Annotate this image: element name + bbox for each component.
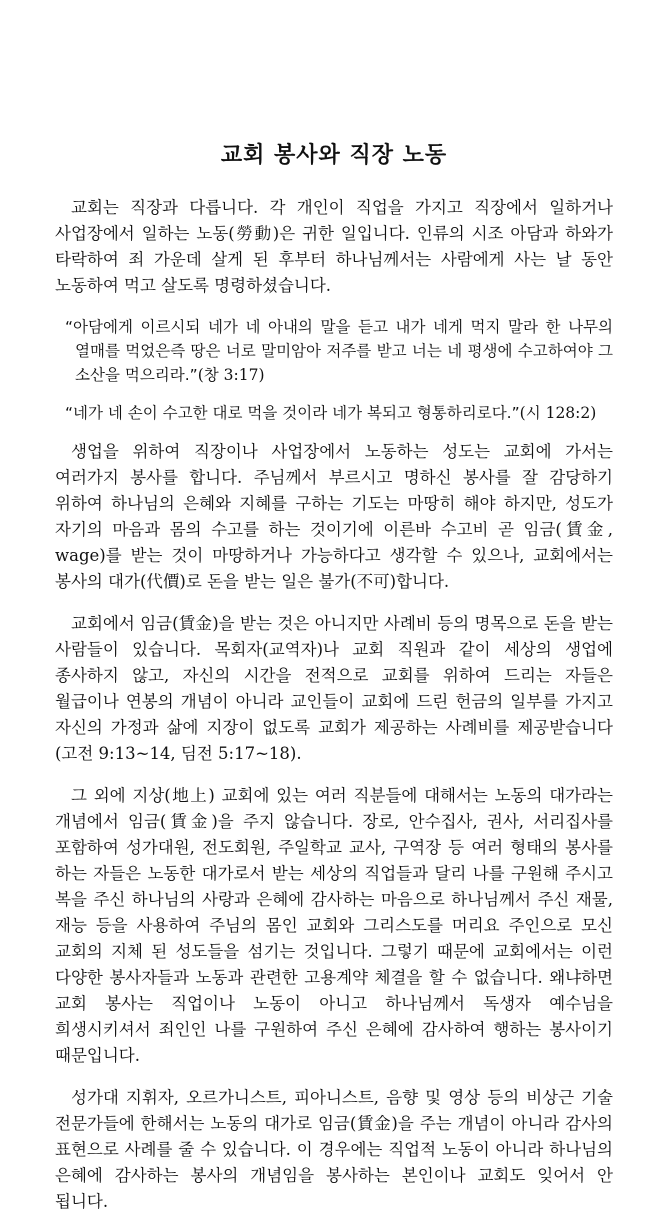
scripture-quote-genesis xyxy=(65,315,613,387)
document-title: 교회 봉사와 직장 노동 xyxy=(220,143,448,168)
paragraph-honorarium: 교회에서 임금(賃金)을 받는 것은 아니지만 사례비 등의 명목으로 돈을 받는 사람들이 있습니다. 목회자(교역자)나 교회 직원과 같이 세상의 생업에 종사하지 않고, 자신의 시간을 전적으로 교회를 위하여 드리는 자들은 월급이나 연봉의 개념이 아니라 교인들이 교회에 드린 헌금의 일부를 가지고 자신의 가정과 삶에 지장이 없도록 교회가 제공하는 사례비를 제공받습니다(고전 9:13~14, 딤전 5:17~18). xyxy=(55,614,613,763)
document-page xyxy=(55,138,613,1231)
scripture-reference: (시 128:2) xyxy=(519,404,597,422)
scripture-reference: (창 3:17) xyxy=(197,366,265,384)
scripture-quote-psalm xyxy=(65,401,613,425)
scripture-quote-text: “아담에게 이르시되 네가 네 아내의 말을 듣고 내가 네게 먹지 말라 한 나무의 열매를 먹었은즉 땅은 너로 말미암아 저주를 받고 너는 네 평생에 수고하여야 그 소산을 먹으리라.” xyxy=(65,318,613,384)
scripture-quote-text: “네가 네 손이 수고한 대로 먹을 것이라 네가 복되고 형통하리로다.” xyxy=(65,404,520,422)
paragraph-specialists: 성가대 지휘자, 오르가니스트, 피아니스트, 음향 및 영상 등의 비상근 기술 전문가들에 한해서는 노동의 대가로 임금(賃金)을 주는 개념이 아니라 감사의 표현으로 사례를 줄 수 있습니다. 이 경우에는 직업적 노동이 아니라 하나님의 은혜에 감사하는 봉사의 개념임을 봉사하는 본인이나 교회도 잊어서 안 됩니다. xyxy=(55,1088,613,1211)
paragraph-intro: 교회는 직장과 다릅니다. 각 개인이 직업을 가지고 직장에서 일하거나 사업장에서 일하는 노동(勞動)은 귀한 일입니다. 인류의 시조 아담과 하와가 타락하여 죄 가운데 살게 된 후부터 하나님께서는 사람에게 사는 날 동안 노동하여 먹고 살도록 명령하셨습니다. xyxy=(55,198,613,295)
paragraph-church-offices: 그 외에 지상(地上) 교회에 있는 여러 직분들에 대해서는 노동의 대가라는 개념에서 임금(賃金)을 주지 않습니다. 장로, 안수집사, 권사, 서리집사를 포함하여 성가대원, 전도회원, 주일학교 교사, 구역장 등 여러 형태의 봉사를 하는 자들은 노동한 대가로서 받는 세상의 직업들과 달리 나를 구원해 주시고 복을 주신 하나님의 사랑과 은혜에 감사하는 마음으로 하나님께서 주신 재물, 재능 등을 사용하여 주님의 몸인 교회와 그리스도를 머리요 주인으로 모신 교회의 지체 된 성도들을 섬기는 것입니다. 그렇기 때문에 교회에서는 이런 다양한 봉사자들과 노동과 관련한 고용계약 체결을 할 수 없습니다. 왜냐하면 교회 봉사는 직업이나 노동이 아니고 하나님께서 독생자 예수님을 희생시키셔서 죄인인 나를 구원하여 주신 은혜에 감사하여 행하는 봉사이기 때문입니다. xyxy=(55,786,613,1065)
paragraph-service-wage: 생업을 위하여 직장이나 사업장에서 노동하는 성도는 교회에 가서는 여러가지 봉사를 합니다. 주님께서 부르시고 명하신 봉사를 잘 감당하기 위하여 하나님의 은혜와 지혜를 구하는 기도는 마땅히 해야 하지만, 성도가 자기의 마음과 몸의 수고를 하는 것이기에 이른바 수고비 곧 임금(賃金, wage)를 받는 것이 마땅하거나 가능하다고 생각할 수 있으나, 교회에서는 봉사의 대가(代價)로 돈을 받는 일은 불가(不可)합니다. xyxy=(55,442,613,591)
